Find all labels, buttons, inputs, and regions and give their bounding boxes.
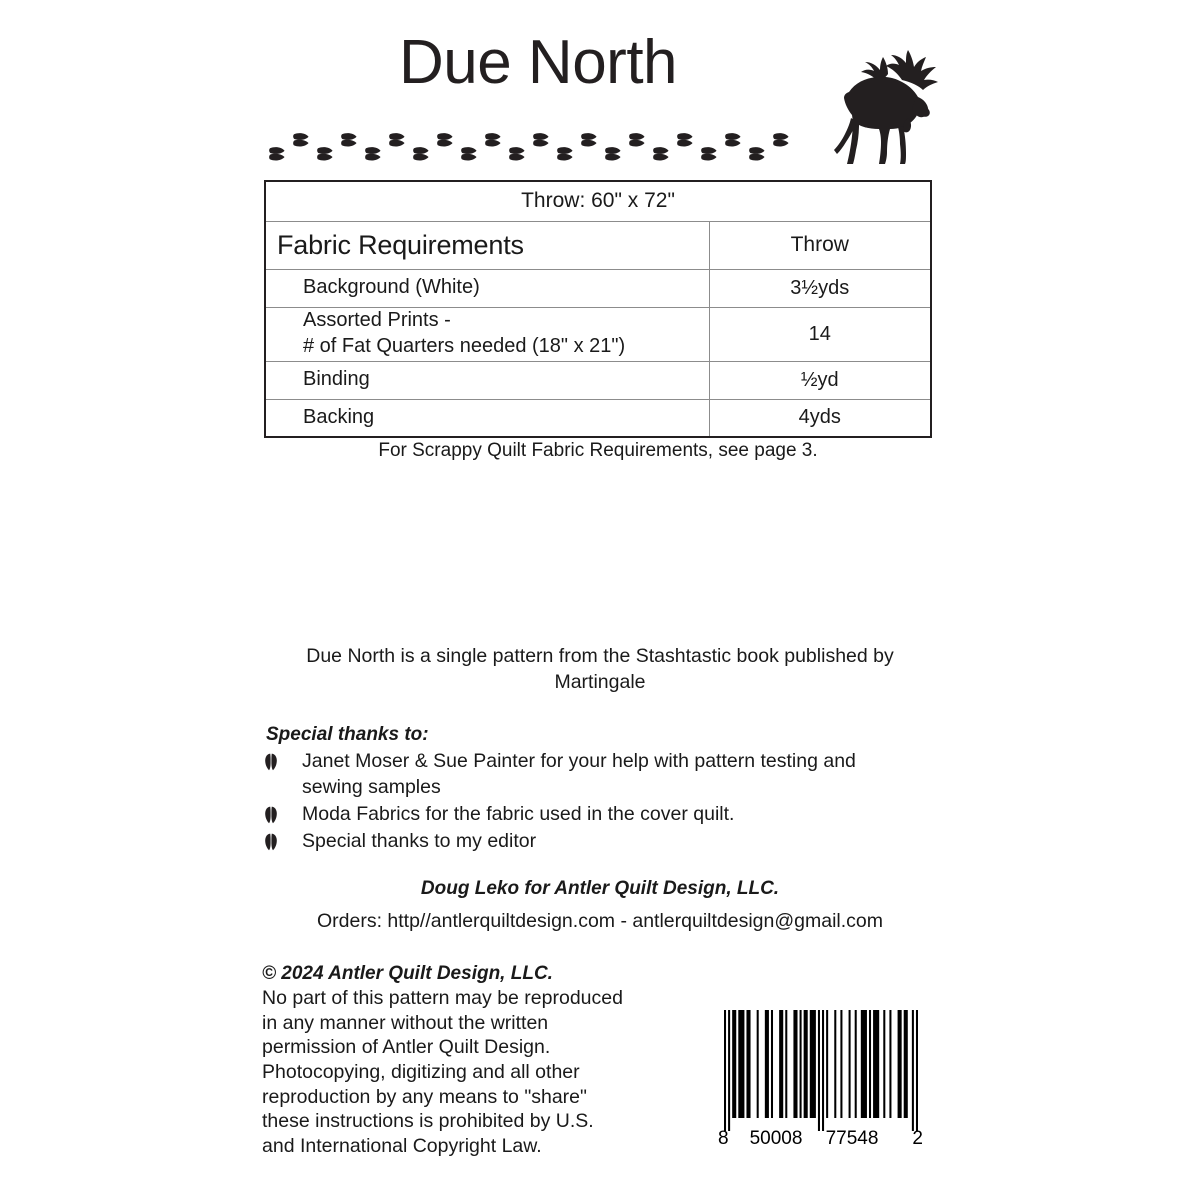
moose-track-icon [773,133,788,146]
moose-track-icon [749,147,764,160]
moose-track-icon [317,147,332,160]
row-qty-background: 3½yds [709,269,931,307]
row-label-binding: Binding [265,361,709,399]
moose-track-icon [725,133,740,146]
moose-track-icon [269,147,284,160]
moose-track-icon [677,133,692,146]
copyright-line-7: and International Copyright Law. [262,1134,542,1157]
row-qty-assorted-prints: 14 [709,307,931,361]
book-source-note-line2: Martingale [554,670,646,693]
hoof-print-bullet-icon [264,806,278,824]
table-row [265,399,931,437]
list-item-label: Special thanks to my editor [302,829,537,852]
moose-track-icon [461,147,476,160]
special-thanks-heading: Special thanks to: [266,724,429,745]
copyright-line-5: reproduction by any means to "share" [262,1085,587,1108]
copyright-body [262,986,662,1159]
table-size-row [265,181,931,221]
page-title: Due North [398,28,678,97]
moose-track-icon [605,147,620,160]
moose-track-icon [629,133,644,146]
copyright-line-6: these instructions is prohibited by U.S. [262,1110,594,1133]
moose-track-icon [485,133,500,146]
special-thanks-section [264,724,944,856]
moose-track-icon [653,147,668,160]
svg-text:2: 2 [912,1128,923,1149]
copyright-line-3: permission of Antler Quilt Design. [262,1036,551,1059]
list-item [264,829,889,855]
row-label-assorted-prints-line1: Assorted Prints - [303,309,451,332]
quilt-size-label: Throw: 60" x 72" [265,181,931,221]
moose-silhouette-icon [824,36,956,164]
hoof-print-bullet-icon [264,753,278,771]
moose-track-icon [293,133,308,146]
table-row [265,307,931,361]
table-row [265,269,931,307]
table-row [265,361,931,399]
moose-track-icon [509,147,524,160]
list-item-label: Moda Fabrics for the fabric used in the cover quilt. [302,802,735,825]
moose-track-icon [365,147,380,160]
moose-track-icon [533,133,548,146]
row-label-backing: Backing [265,399,709,437]
list-item-label: Janet Moser & Sue Painter for your help with pattern testing and sewing samples [302,750,856,798]
row-qty-binding: ½yd [709,361,931,399]
moose-track-icon [341,133,356,146]
copyright-holder: © 2024 Antler Quilt Design, LLC. [262,963,553,984]
moose-track-icon [581,133,596,146]
moose-track-icon [701,147,716,160]
copyright-line-4: Photocopying, digitizing and all other [262,1061,580,1083]
row-label-background: Background (White) [265,269,709,307]
moose-track-icon [437,133,452,146]
row-label-assorted-prints-line2: # of Fat Quarters needed (18" x 21") [303,335,626,357]
moose-track-icon [389,133,404,146]
moose-track-icon [557,147,572,160]
svg-text:50008: 50008 [749,1128,803,1149]
book-source-note [264,644,936,695]
list-item [264,749,889,801]
row-qty-backing: 4yds [709,399,931,437]
copyright-line-2: in any manner without the written [262,1011,549,1034]
table-header-row [265,221,931,269]
fabric-requirements-table [264,180,932,438]
designer-credit: Doug Leko for Antler Quilt Design, LLC. [420,878,780,899]
hoof-print-bullet-icon [264,833,278,851]
copyright-notice [262,962,662,1159]
svg-text:8: 8 [718,1128,729,1149]
moose-track-row [266,128,796,168]
page-header [0,0,1200,175]
book-source-note-line1: Due North is a single pattern from the Stashtastic book published by [306,645,894,667]
copyright-line-1: No part of this pattern may be reproduced [262,987,623,1010]
row-label-assorted-prints [265,307,709,361]
column-header-fabric-requirements: Fabric Requirements [265,221,709,269]
upc-barcode [710,1004,932,1149]
list-item [264,802,889,828]
column-header-throw: Throw [709,221,931,269]
moose-track-icon [413,147,428,160]
svg-text:77548: 77548 [825,1128,879,1149]
scrappy-quilt-note: For Scrappy Quilt Fabric Requirements, see page 3. [378,440,818,461]
orders-contact-line: Orders: http//antlerquiltdesign.com - antlerquiltdesign@gmail.com [316,910,884,932]
